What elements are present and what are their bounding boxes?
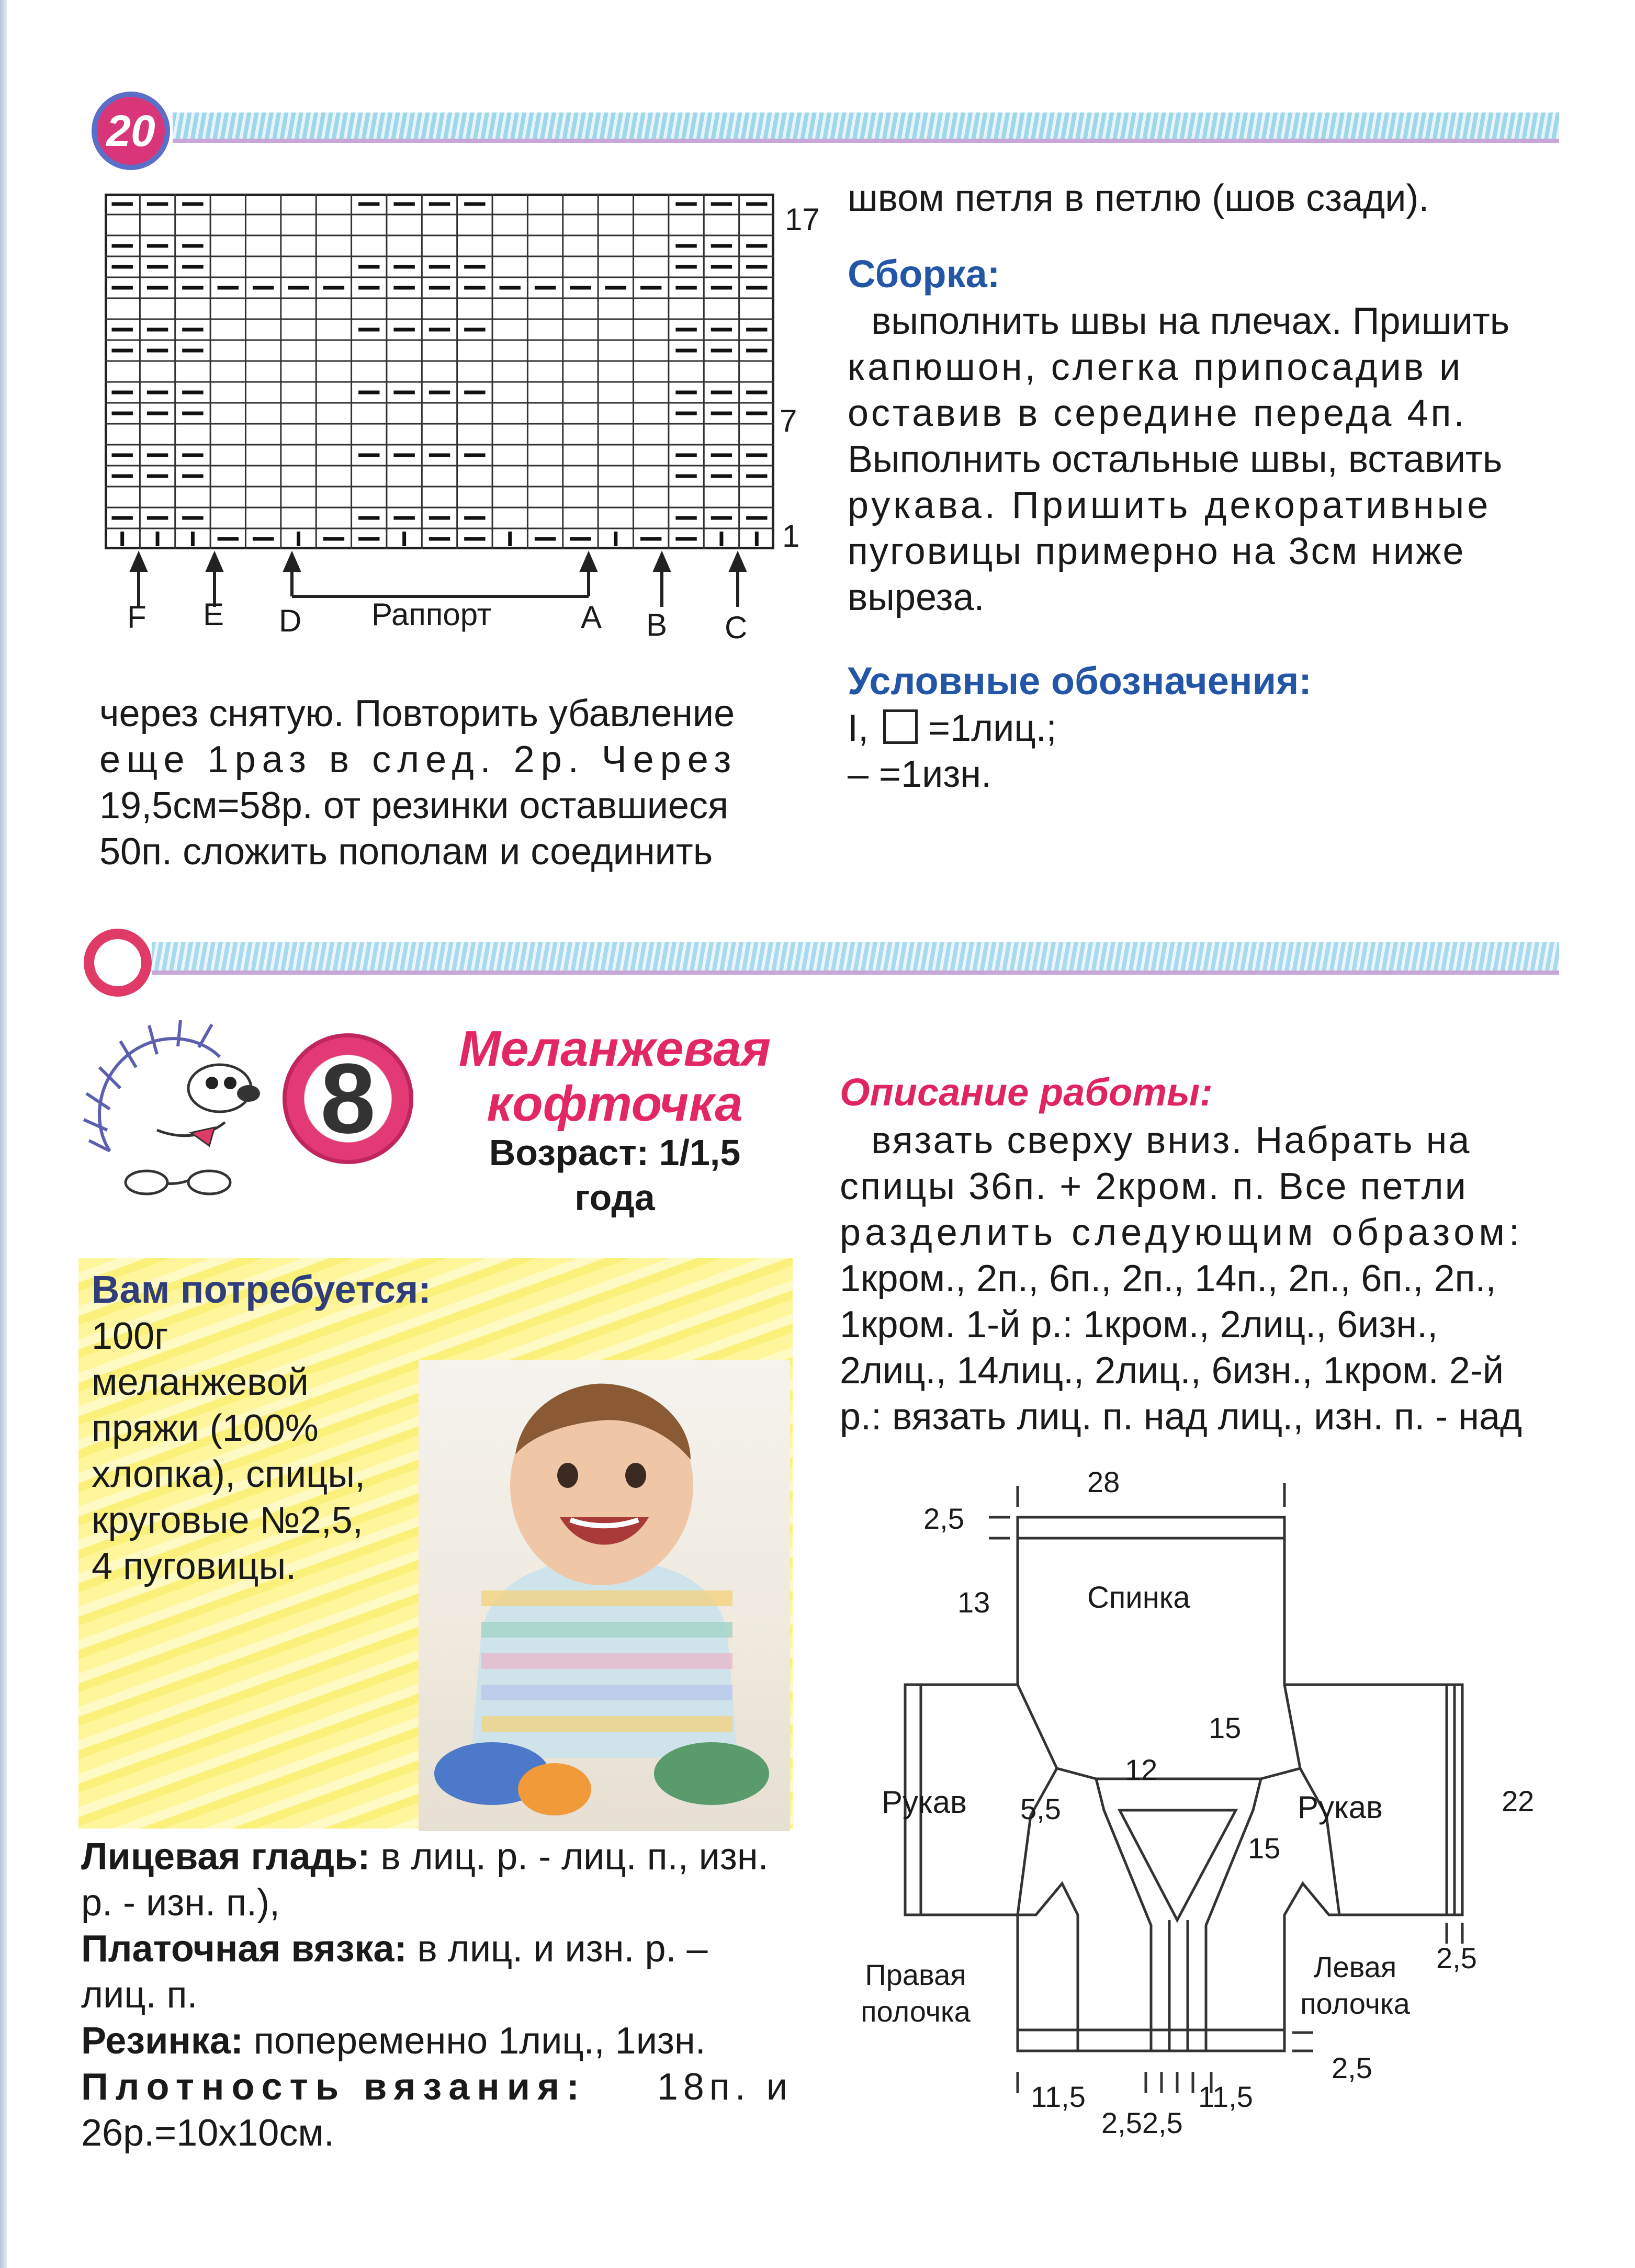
stitch-chart-svg: [105, 194, 774, 549]
continuation-line-2: [99, 737, 803, 783]
description-line-7: р.: вязать лиц. п. над лиц., изн. п. - над: [840, 1396, 1523, 1438]
description-line-5: 1кром. 1-й р.: 1кром., 2лиц., 6изн.,: [840, 1304, 1438, 1346]
hedgehog-icon: [78, 1015, 288, 1209]
dim-115-left: 11,5: [1031, 2080, 1086, 2113]
assembly-line-1: выполнить швы на плечах. Пришить: [871, 300, 1510, 342]
continuation-line-3: [99, 783, 803, 829]
description-line-2: спицы 36п. + 2кром. п. Все петли: [840, 1166, 1468, 1208]
dim-252: 2,52,5: [1101, 2106, 1183, 2139]
legend-line-1: [848, 705, 1564, 751]
age-line-2: года: [574, 1177, 655, 1218]
stitch-2-desc: в лиц. и изн. р. –: [407, 1928, 708, 1970]
continuation-line-1: [99, 691, 803, 737]
sleeve-right-label: Рукав: [1298, 1790, 1383, 1825]
stitch-2-cont: лиц. п.: [81, 1974, 198, 2016]
empty-cell-icon: [883, 709, 918, 744]
arrow-label-d: D: [279, 603, 302, 638]
stitch-1-desc: в лиц. р. - лиц. п., изн.: [370, 1836, 769, 1878]
description-line-6: 2лиц., 14лиц., 2лиц., 6изн., 1кром. 2-й: [840, 1350, 1504, 1392]
stitch-3: [81, 2018, 793, 2064]
age-line-1: Возраст: 1/1,5: [489, 1132, 741, 1173]
materials-line-2: меланжевой: [92, 1361, 309, 1403]
front-right-label-1: Правая: [865, 1958, 966, 1991]
assembly-line-3: оставив в середине переда 4п.: [848, 392, 1467, 434]
dim-15-a: 15: [1209, 1711, 1242, 1744]
assembly-heading: Сборка:: [848, 252, 1000, 296]
legend-line-2: – =1изн.: [848, 753, 992, 795]
materials-line-5: круговые №2,5,: [92, 1499, 363, 1541]
description-heading: Описание работы:: [840, 1070, 1213, 1114]
chart-border: [106, 195, 773, 548]
neck-opening: [1120, 1810, 1236, 1920]
legend-heading: Условные обозначения:: [848, 659, 1312, 703]
sleeve-left-label: Рукав: [882, 1785, 967, 1820]
front-left-label-1: Левая: [1313, 1950, 1397, 1983]
stitch-1-cont: р. - изн. п.),: [81, 1882, 280, 1924]
stitches-block: [81, 1834, 793, 2156]
assembly-line-2: капюшон, слегка припосадив и: [848, 346, 1463, 388]
arrow-label-f: F: [127, 600, 146, 635]
continuation-line-2-text: еще 1раз в след. 2р. Через: [99, 739, 738, 781]
assembly-line-4: Выполнить остальные швы, вставить: [848, 438, 1503, 480]
description-block: [840, 1067, 1559, 1440]
stitch-4: [81, 2064, 793, 2110]
row-label-17: 17: [785, 202, 820, 237]
materials-line-4: хлопка), спицы,: [92, 1453, 366, 1495]
dim-115-right: 11,5: [1198, 2080, 1253, 2113]
dim-25-side: 2,5: [1436, 1942, 1477, 1974]
assembly-line-7: выреза.: [848, 577, 985, 618]
stitch-1: [81, 1834, 793, 1880]
section-ring: [84, 929, 152, 997]
materials-heading: Вам потребуется:: [92, 1268, 431, 1311]
model-title-line-1: Меланжевая: [458, 1021, 771, 1077]
stitch-2: [81, 1926, 793, 1972]
model-number-badge: [283, 1033, 413, 1164]
page-spine: [0, 0, 7, 2268]
baby-photo: [419, 1360, 790, 1831]
assembly-line-6: пуговицы примерно на 3см ниже: [848, 531, 1465, 572]
seam-line: швом петля в петлю (шов сзади).: [848, 177, 1429, 219]
arrow-label-b: B: [646, 607, 668, 642]
neck-shape: [1018, 1685, 1300, 1779]
dim-25-top: 2,5: [923, 1502, 964, 1535]
page-number: 20: [106, 106, 155, 155]
front-right-label: [848, 1957, 984, 2030]
stitch-chart: [105, 194, 774, 549]
page-number-badge: [92, 92, 170, 170]
dim-13: 13: [957, 1586, 990, 1619]
continuation-line-4: [99, 829, 803, 875]
description-line-1: вязать сверху вниз. Набрать на: [871, 1120, 1471, 1161]
dim-28: 28: [1087, 1465, 1120, 1498]
arrow-label-c: C: [725, 610, 748, 645]
back-label: Спинка: [1087, 1581, 1190, 1615]
dim-22: 22: [1502, 1785, 1535, 1818]
legend-line-1-suffix: =1лиц.;: [928, 707, 1057, 749]
model-title-line-2: кофточка: [487, 1076, 743, 1132]
baby-illustration: [419, 1360, 790, 1831]
continuation-paragraph: [99, 691, 803, 875]
description-line-4: 1кром., 2п., 6п., 2п., 14п., 2п., 6п., 2п.,: [840, 1258, 1496, 1300]
materials-text: [92, 1266, 458, 1589]
stitch-1-name: Лицевая гладь:: [81, 1836, 370, 1878]
section-rule: [152, 942, 1559, 975]
assembly-line-5: рукава. Пришить декоративные: [848, 484, 1492, 526]
dim-55: 5,5: [1020, 1792, 1061, 1825]
stitch-4-desc: 18п. и: [657, 2066, 793, 2108]
model-number: 8: [320, 1043, 376, 1154]
description-line-3: разделить следующим образом:: [840, 1212, 1524, 1254]
dim-15-b: 15: [1248, 1832, 1281, 1865]
arrow-label-e: E: [203, 597, 224, 632]
stitch-3-desc: попеременно 1лиц., 1изн.: [243, 2020, 706, 2062]
dim-25-bottom: 2,5: [1332, 2051, 1372, 2084]
model-title-block: [445, 1020, 785, 1220]
header-rule: [173, 112, 1559, 143]
top-right-column: [848, 175, 1564, 797]
arrow-label-a: A: [581, 600, 602, 635]
continuation-line-3-text: 19,5см=58р. от резинки оставшиеся: [99, 785, 728, 827]
row-label-7: 7: [780, 403, 797, 438]
front-right-label-2: полочка: [861, 1995, 971, 2028]
front-left-label: [1287, 1949, 1423, 2022]
materials-line-6: 4 пуговицы.: [92, 1545, 297, 1587]
dim-12: 12: [1125, 1753, 1158, 1786]
row-label-1: 1: [782, 518, 800, 554]
front-left-label-2: полочка: [1300, 1987, 1410, 2020]
back-collar-band: [1018, 1517, 1284, 1538]
continuation-line-1-text: через снятую. Повторить убавление: [99, 693, 735, 735]
stitch-4-cont: 26р.=10х10см.: [81, 2112, 334, 2154]
continuation-line-4-text: 50п. сложить пополам и соединить: [99, 831, 713, 873]
stitch-2-name: Платочная вязка:: [81, 1928, 407, 1970]
materials-line-1: 100г: [92, 1315, 168, 1357]
repeat-label: Раппорт: [371, 597, 492, 632]
materials-line-3: пряжи (100%: [92, 1407, 319, 1449]
legend-line-1-prefix: I,: [848, 707, 869, 749]
stitch-3-name: Резинка:: [81, 2020, 243, 2062]
stitch-4-name: Плотность вязания:: [81, 2066, 587, 2108]
